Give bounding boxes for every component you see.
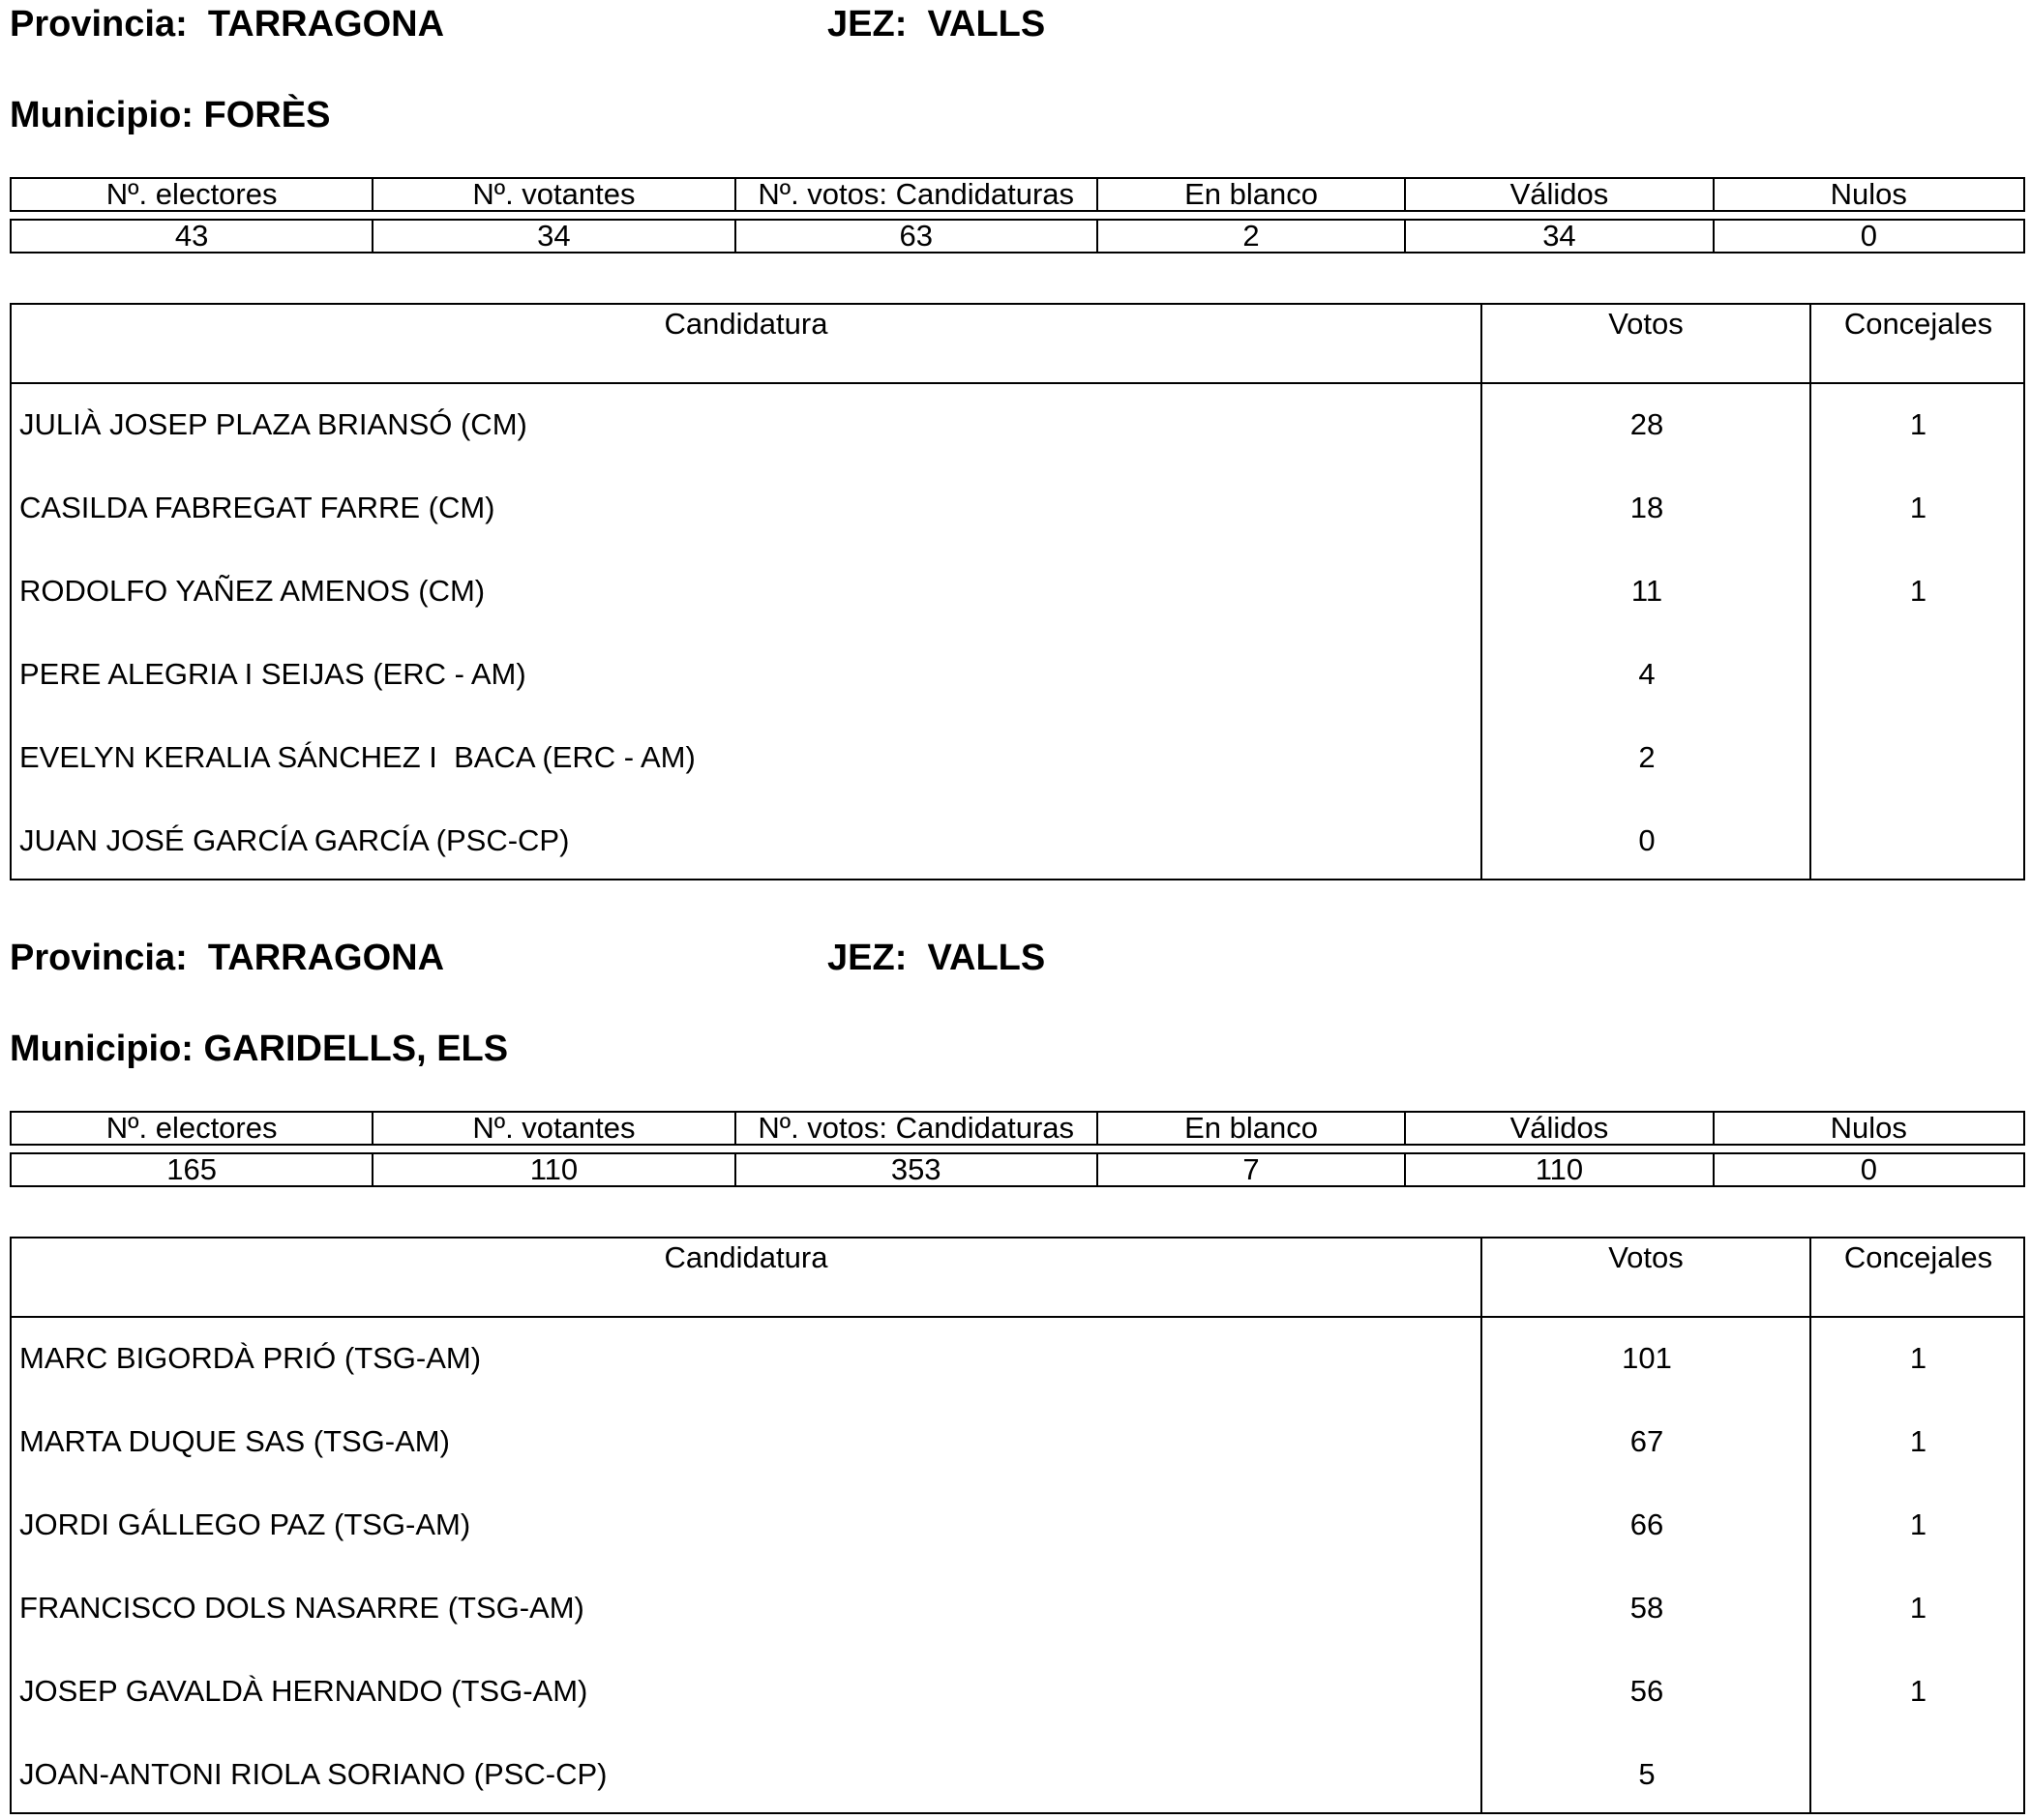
candidate-name: MARC BIGORDÀ PRIÓ (TSG-AM): [19, 1341, 482, 1375]
summary-value-row: [10, 219, 2025, 254]
candidate-concejales: 1: [1909, 1424, 1927, 1458]
candidate-votes: 101: [1622, 1341, 1672, 1375]
candidate-concejales: 1: [1909, 407, 1927, 441]
candidate-concejales: 1: [1909, 1507, 1927, 1541]
value-votos-candidaturas: 63: [736, 221, 1098, 252]
header-votos-candidaturas: Nº. votos: Candidaturas: [736, 1113, 1098, 1144]
provincia-line: Provincia: TARRAGONA: [10, 938, 445, 978]
candidates-table: [10, 1237, 2025, 1814]
candidate-row: [12, 1401, 2023, 1484]
candidate-row: [12, 467, 2023, 551]
jez-line: JEZ: VALLS: [827, 938, 1046, 978]
value-votantes: 34: [373, 221, 735, 252]
candidates-table: [10, 303, 2025, 880]
header-nulos: Nulos: [1830, 177, 1907, 211]
summary-value-row: [10, 1152, 2025, 1187]
municipio-line: Municipio: FORÈS: [10, 95, 331, 135]
candidate-concejales: 1: [1909, 491, 1927, 524]
candidate-votes: 11: [1630, 574, 1663, 608]
candidate-name: JUAN JOSÉ GARCÍA GARCÍA (PSC-CP): [19, 823, 570, 857]
value-en-blanco: 7: [1098, 1154, 1406, 1185]
candidate-name: RODOLFO YAÑEZ AMENOS (CM): [19, 574, 486, 608]
candidate-votes: 0: [1638, 823, 1656, 857]
candidate-name: JULIÀ JOSEP PLAZA BRIANSÓ (CM): [19, 407, 527, 441]
candidate-row: [12, 1484, 2023, 1567]
candidate-name: PERE ALEGRIA I SEIJAS (ERC - AM): [19, 657, 526, 691]
header-votos-candidaturas: Nº. votos: Candidaturas: [736, 179, 1098, 210]
candidate-votes: 2: [1638, 740, 1656, 774]
value-votantes: 110: [373, 1154, 735, 1185]
value-nulos: 0: [1860, 1152, 1877, 1186]
summary-header-row: [10, 177, 2025, 212]
candidate-votes: 66: [1629, 1507, 1664, 1541]
value-validos: 110: [1406, 1154, 1714, 1185]
header-en-blanco: En blanco: [1098, 179, 1406, 210]
candidate-votes: 56: [1629, 1674, 1664, 1708]
header-votos: Votos: [1608, 1240, 1684, 1274]
candidate-concejales: 1: [1909, 1674, 1927, 1708]
candidate-row: [12, 1651, 2023, 1734]
candidate-row: [12, 384, 2023, 467]
candidate-concejales: 1: [1909, 574, 1927, 608]
header-en-blanco: En blanco: [1098, 1113, 1406, 1144]
header-nulos: Nulos: [1830, 1111, 1907, 1145]
municipio-line: Municipio: GARIDELLS, ELS: [10, 1029, 509, 1069]
provincia-line: Provincia: TARRAGONA: [10, 4, 445, 45]
candidate-concejales: 1: [1909, 1591, 1927, 1625]
candidate-votes: 18: [1629, 491, 1664, 524]
candidate-row: [12, 1567, 2023, 1651]
candidate-name: JOAN-ANTONI RIOLA SORIANO (PSC-CP): [19, 1757, 608, 1791]
value-validos: 34: [1406, 221, 1714, 252]
value-votos-candidaturas: 353: [736, 1154, 1098, 1185]
candidate-name: CASILDA FABREGAT FARRE (CM): [19, 491, 495, 524]
candidate-name: JOSEP GAVALDÀ HERNANDO (TSG-AM): [19, 1674, 588, 1708]
header-candidatura: Candidatura: [664, 1240, 828, 1274]
header-votantes: Nº. votantes: [373, 179, 735, 210]
value-nulos: 0: [1860, 219, 1877, 253]
header-validos: Válidos: [1406, 179, 1714, 210]
header-candidatura: Candidatura: [664, 307, 828, 341]
header-concejales: Concejales: [1843, 1240, 1993, 1274]
candidate-name: EVELYN KERALIA SÁNCHEZ I BACA (ERC - AM): [19, 740, 696, 774]
candidate-row: [12, 717, 2023, 800]
header-concejales: Concejales: [1843, 307, 1993, 341]
header-votantes: Nº. votantes: [373, 1113, 735, 1144]
header-electores: Nº. electores: [12, 179, 373, 210]
header-votos: Votos: [1608, 307, 1684, 341]
header-electores: Nº. electores: [12, 1113, 373, 1144]
candidate-votes: 58: [1629, 1591, 1664, 1625]
candidate-name: FRANCISCO DOLS NASARRE (TSG-AM): [19, 1591, 584, 1625]
candidate-row: [12, 1318, 2023, 1401]
candidate-votes: 28: [1629, 407, 1664, 441]
candidate-row: [12, 634, 2023, 717]
value-en-blanco: 2: [1098, 221, 1406, 252]
candidate-votes: 4: [1638, 657, 1656, 691]
candidate-votes: 5: [1638, 1757, 1656, 1791]
candidate-name: MARTA DUQUE SAS (TSG-AM): [19, 1424, 450, 1458]
candidate-row: [12, 800, 2023, 883]
summary-header-row: [10, 1111, 2025, 1146]
header-validos: Válidos: [1406, 1113, 1714, 1144]
candidate-row: [12, 1734, 2023, 1817]
value-electores: 165: [12, 1154, 373, 1185]
value-electores: 43: [12, 221, 373, 252]
candidate-name: JORDI GÁLLEGO PAZ (TSG-AM): [19, 1507, 471, 1541]
candidate-row: [12, 551, 2023, 634]
candidate-votes: 67: [1629, 1424, 1664, 1458]
candidate-concejales: 1: [1909, 1341, 1927, 1375]
jez-line: JEZ: VALLS: [827, 4, 1046, 45]
